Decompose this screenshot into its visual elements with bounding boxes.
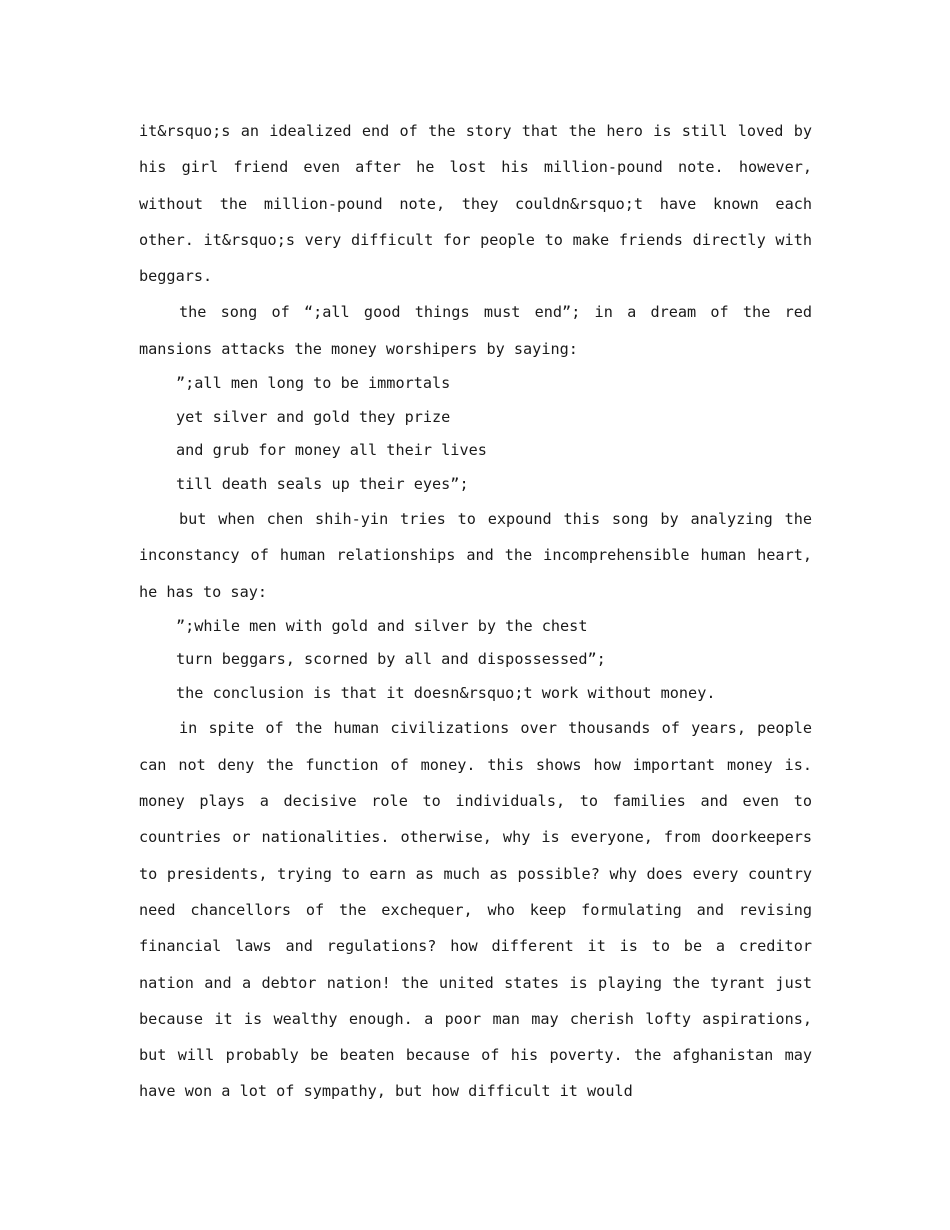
document-body: [139, 113, 812, 1110]
paragraph-chen-shih-yin: but when chen shih-yin tries to expound this song by analyzing the inconstancy of human relationships and the incomprehensible human heart, he has to say:: [139, 510, 812, 601]
verse-line: ”;all men long to be immortals: [176, 374, 451, 393]
conclusion-line: the conclusion is that it doesn&rsquo;t work without money.: [176, 683, 716, 702]
paragraph-million-pound-note: it&rsquo;s an idealized end of the story that the hero is still loved by his girl friend even after he lost his million-pound note. however, without the million-pound note, they couldn&rsquo;t have known each other. it&rsquo;s very difficult for people to make friends directly with beggars.: [139, 122, 812, 286]
verse-line: and grub for money all their lives: [176, 441, 487, 460]
verse-line: till death seals up their eyes”;: [176, 474, 469, 493]
verse-line: turn beggars, scorned by all and dispossessed”;: [176, 650, 606, 669]
verse-line: ”;while men with gold and silver by the chest: [176, 616, 588, 635]
paragraph-importance-of-money: in spite of the human civilizations over thousands of years, people can not deny the function of money. this shows how important money is. money plays a decisive role to individuals, to families and even to countries or nationalities. otherwise, why is everyone, from doorkeepers to presidents, trying to earn as much as possible? why does every country need chancellors of the exchequer, who keep formulating and revising financial laws and regulations? how different it is to be a creditor nation and a debtor nation! the united states is playing the tyrant just because it is wealthy enough. a poor man may cherish lofty aspirations, but will probably be beaten because of his poverty. the afghanistan may have won a lot of sympathy, but how difficult it would: [139, 719, 812, 1101]
paragraph-song-intro: the song of “;all good things must end”; in a dream of the red mansions attacks the money worshipers by saying:: [139, 303, 812, 358]
verse-line: yet silver and gold they prize: [176, 407, 451, 426]
